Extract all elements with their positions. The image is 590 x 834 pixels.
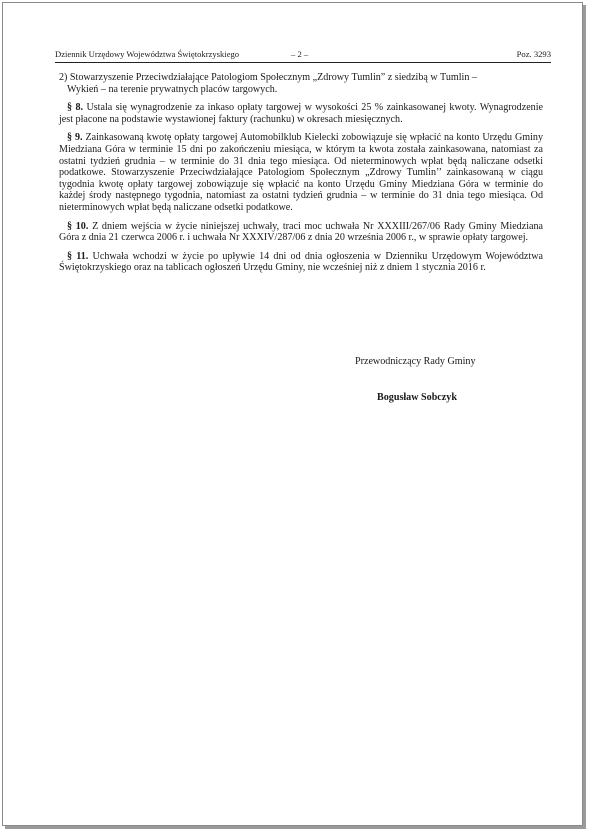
section-8-paragraph: [59, 102, 543, 125]
section-11-paragraph: [59, 251, 543, 274]
header-position: Poz. 3293: [516, 49, 551, 59]
section-9-paragraph: [59, 132, 543, 213]
item-2-line-1: 2) Stowarzyszenie Przeciwdziałające Patologiom Społecznym „Zdrowy Tumlin” z siedzibą w Tumlin –: [59, 72, 477, 83]
item-2-paragraph: [59, 72, 543, 95]
section-10-text: Z dniem wejścia w życie niniejszej uchwały, traci moc uchwała Nr XXXIII/267/06 Rady Gminy Miedziana Góra z dnia 21 czerwca 2006 r. i uchwała Nr XXXIV/287/06 z dnia 20 września 2006 r., w sprawie opłaty targowej.: [59, 220, 544, 244]
section-8-label: § 8.: [67, 102, 84, 114]
header-rule: [55, 62, 551, 63]
page-header: [55, 49, 551, 61]
section-11-label: § 11.: [67, 250, 89, 262]
header-journal-title: Dziennik Urzędowy Województwa Świętokrzyskiego: [55, 49, 240, 59]
section-9-text: Zainkasowaną kwotę opłaty targowej Automobilklub Kielecki zobowiązuje się wpłacić na konto Urzędu Gminy Miedziana Góra w terminie 15 dni po zakończeniu miesiąca, w którym ta kwota została zainkasowana, natomiast za ostatni tydzień grudnia – w terminie do 31 dnia tego miesiąca. Od nieterminowych wpłat będą naliczane odsetki podatkowe. Stowarzyszenie Przeciwdziałające Patologiom Społecznym „Zdrowy Tumlin’’ zainkasowaną w ciągu tygodnia kwotę opłaty targowej zobowiązuje się wpłacić na konto Urzędu Gminy Miedziana Góra w terminie do każdej środy następnego tygodnia, natomiast za ostatni tydzień grudnia – w terminie do 31 dnia tego miesiąca. Od nieterminowych wpłat będą naliczane odsetki podatkowe.: [59, 132, 543, 213]
signature-name: Bogusław Sobczyk: [377, 392, 457, 403]
document-body: [59, 72, 543, 281]
section-10-label: § 10.: [67, 220, 89, 232]
document-page: [2, 2, 583, 826]
section-10-paragraph: [59, 221, 543, 244]
section-11-text: Uchwała wchodzi w życie po upływie 14 dni od dnia ogłoszenia w Dzienniku Urzędowym Województwa Świętokrzyskiego oraz na tablicach ogłoszeń Urzędu Gminy, nie wcześniej niż z dniem 1 stycznia 2016 r.: [59, 250, 543, 274]
signature-title: Przewodniczący Rady Gminy: [355, 356, 476, 367]
header-page-number: – 2 –: [291, 49, 309, 59]
section-8-text: Ustala się wynagrodzenie za inkaso opłaty targowej w wysokości 25 % zainkasowanej kwoty. Wynagrodzenie jest płacone na podstawie wystawionej faktury (rachunku) w okresach miesięcznych.: [59, 102, 544, 125]
section-9-label: § 9.: [67, 132, 83, 144]
item-2-line-2: Wykień – na terenie prywatnych placów targowych.: [67, 83, 278, 95]
